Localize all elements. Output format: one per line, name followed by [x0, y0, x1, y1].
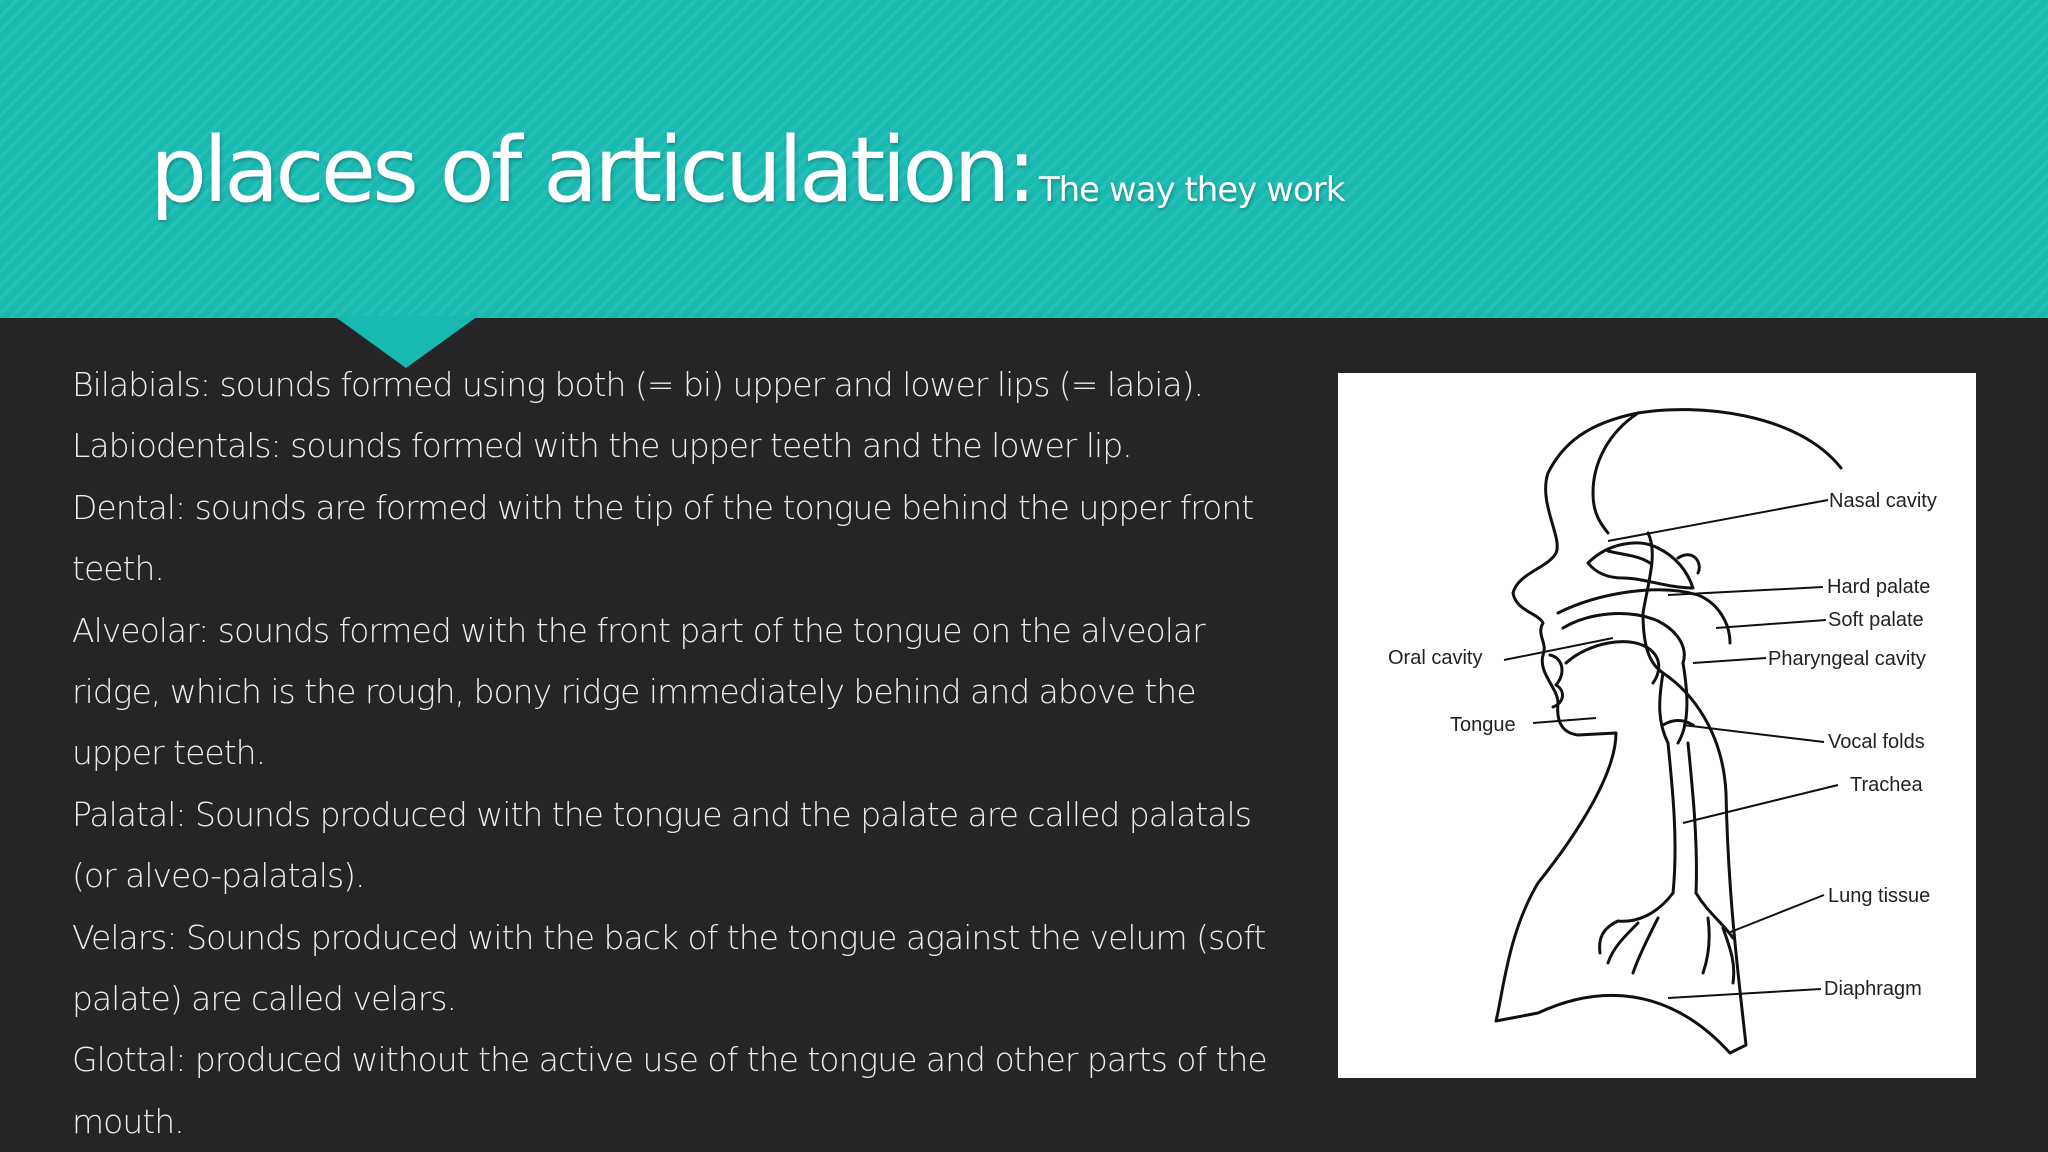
pharyngeal-leader [1693, 658, 1766, 663]
trachea-shape [1668, 743, 1696, 893]
body-text [72, 354, 1272, 1152]
lung-tissue-leader [1728, 895, 1824, 933]
vocal-tract-diagram [1338, 373, 1976, 1078]
paragraph-velars: Velars: Sounds produced with the back of the tongue against the velum (soft palate) are called velars. [72, 917, 1266, 1019]
oral-cavity-shape [1563, 614, 1684, 663]
label-hard-palate: Hard palate [1827, 576, 1931, 598]
label-soft-palate: Soft palate [1828, 609, 1924, 631]
paragraph-palatal: Palatal: Sounds produced with the tongue and the palate are called palatals (or alveo-palatals). [72, 794, 1251, 896]
label-tongue: Tongue [1450, 714, 1516, 736]
paragraph-glottal: Glottal: produced without the active use of the tongue and other parts of the mouth. [72, 1040, 1267, 1141]
head-outline [1496, 410, 1841, 1053]
label-diaphragm: Diaphragm [1824, 978, 1922, 1000]
slide-title [150, 118, 1344, 223]
paragraph-labiodentals: Labiodentals: sounds formed with the upper teeth and the lower lip. [72, 426, 1132, 466]
skull-inner [1593, 413, 1638, 533]
title-main: places of articulation: [150, 118, 1033, 223]
soft-palate-leader [1716, 620, 1826, 628]
paragraph-bilabials: Bilabials: sounds formed using both (= bi) upper and lower lips (= labia). [72, 365, 1203, 404]
pharynx-shape [1660, 663, 1687, 743]
bronchi-branches [1600, 893, 1734, 983]
label-pharyngeal-cavity: Pharyngeal cavity [1768, 648, 1926, 670]
paragraph-alveolar: Alveolar: sounds formed with the front part of the tongue on the alveolar ridge, which is the rough, bony ridge immediately behind and above the upper teeth. [72, 610, 1205, 773]
vocal-fold-shape [1663, 721, 1693, 726]
tongue-leader [1533, 718, 1596, 723]
label-oral-cavity: Oral cavity [1388, 647, 1483, 669]
paragraph-dental: Dental: sounds are formed with the tip of the tongue behind the upper front teeth. [72, 487, 1254, 589]
label-vocal-folds: Vocal folds [1828, 731, 1925, 753]
label-lung-tissue: Lung tissue [1828, 885, 1931, 907]
nasal-cavity-shape [1588, 543, 1693, 588]
vocal-folds-leader [1683, 725, 1824, 742]
diagram-svg [1338, 373, 1976, 1078]
nasal-cavity-leader [1608, 500, 1828, 541]
title-subtitle: The way they work [1038, 170, 1345, 210]
trachea-leader [1683, 785, 1838, 823]
title-banner [0, 0, 2048, 318]
label-nasal-cavity: Nasal cavity [1829, 490, 1937, 512]
oral-cavity-leader [1504, 638, 1613, 660]
diaphragm-leader [1668, 989, 1821, 998]
label-trachea: Trachea [1850, 774, 1923, 796]
tongue-shape [1566, 642, 1659, 683]
